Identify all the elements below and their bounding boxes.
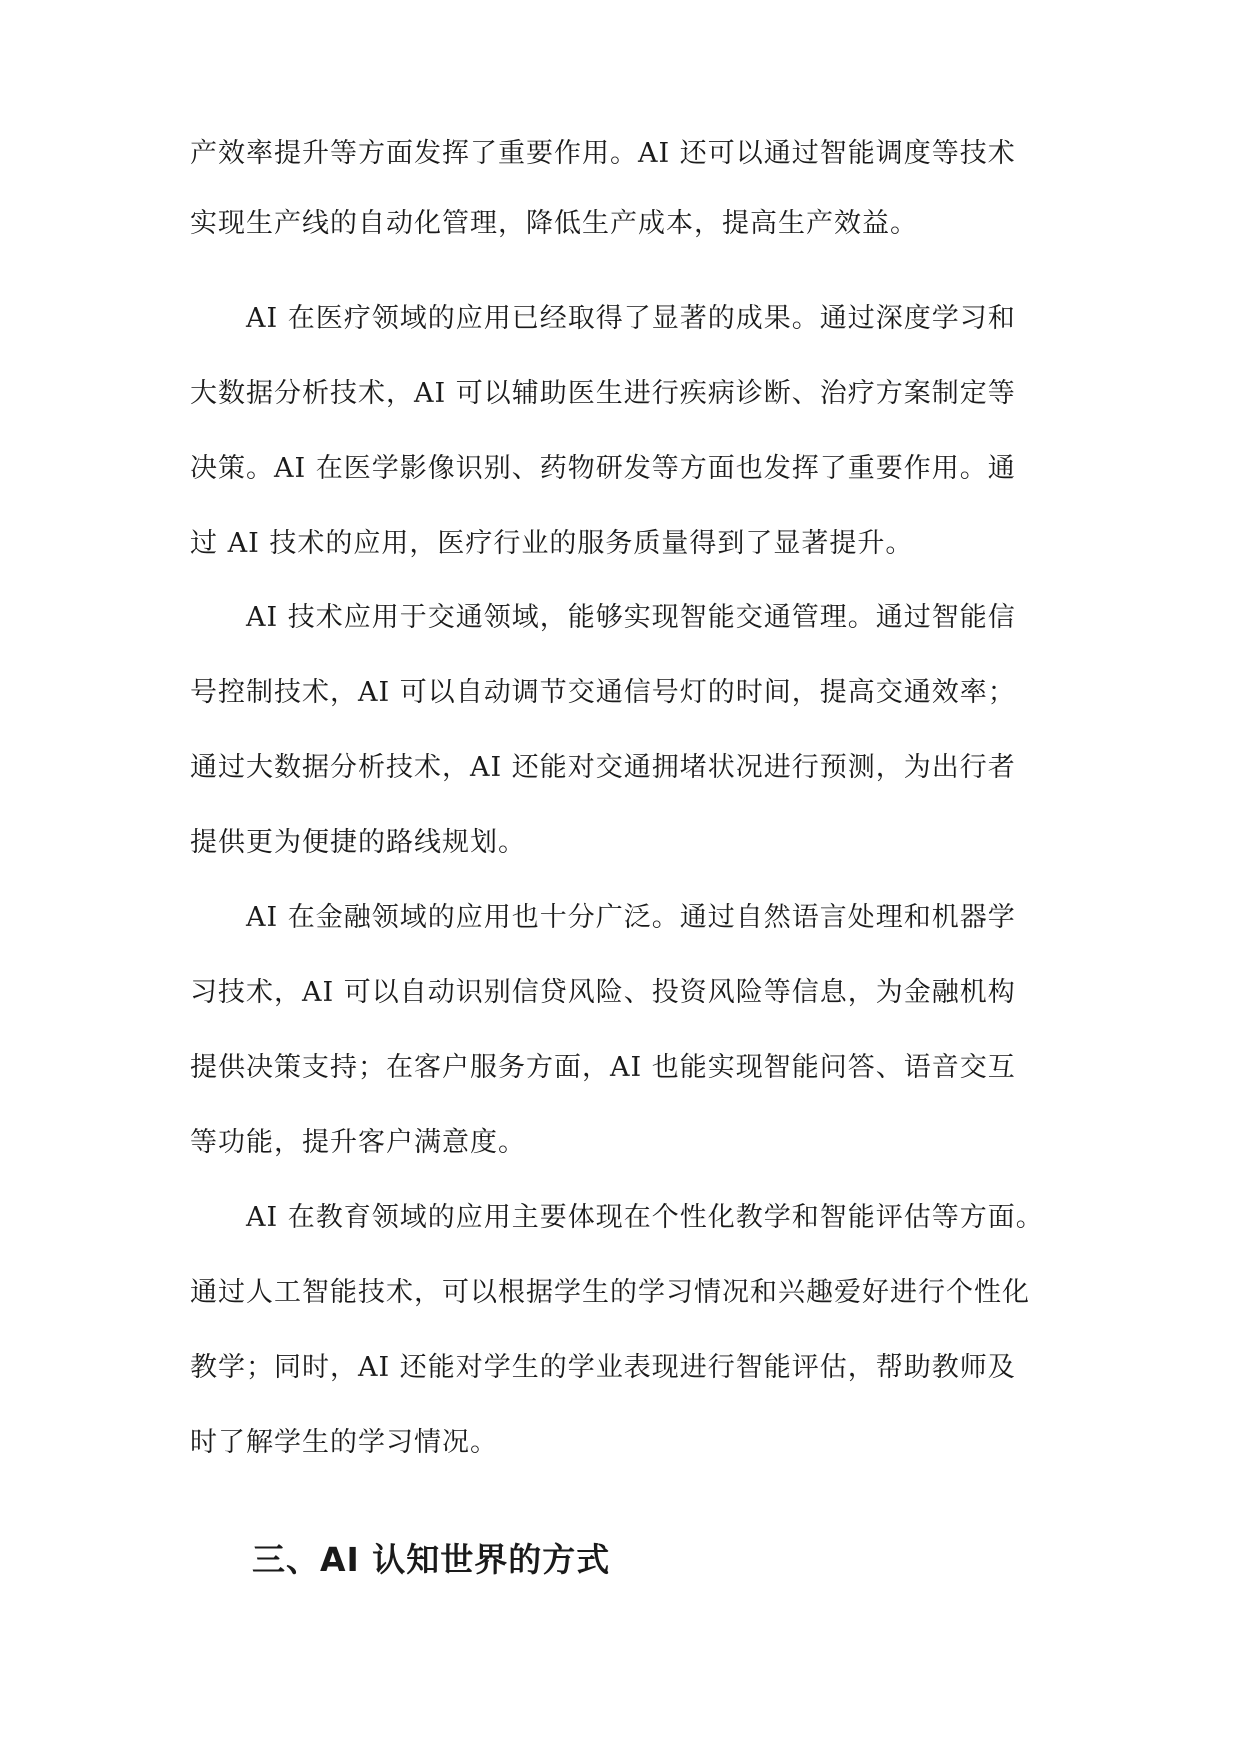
text-line: 通过大数据分析技术，AI 还能对交通拥堵状况进行预测，为出行者 [190,752,1016,783]
text-line: 产效率提升等方面发挥了重要作用。AI 还可以通过智能调度等技术 [190,138,1016,169]
text-line: 时了解学生的学习情况。 [190,1427,498,1458]
text-line: 提供决策支持；在客户服务方面，AI 也能实现智能问答、语音交互 [190,1052,1016,1083]
text-line: 决策。AI 在医学影像识别、药物研发等方面也发挥了重要作用。通 [190,453,1016,484]
text-line: 习技术，AI 可以自动识别信贷风险、投资风险等信息，为金融机构 [190,977,1016,1008]
paragraph-first-line: AI 在教育领域的应用主要体现在个性化教学和智能评估等方面。 [246,1202,1044,1233]
text-line: 通过人工智能技术，可以根据学生的学习情况和兴趣爱好进行个性化 [190,1277,1030,1308]
text-line: 号控制技术，AI 可以自动调节交通信号灯的时间，提高交通效率； [190,677,1016,708]
text-line: 大数据分析技术，AI 可以辅助医生进行疾病诊断、治疗方案制定等 [190,378,1016,409]
section-heading: 三、AI 认知世界的方式 [252,1540,611,1579]
paragraph-first-line: AI 技术应用于交通领域，能够实现智能交通管理。通过智能信 [246,602,1016,633]
paragraph-first-line: AI 在医疗领域的应用已经取得了显著的成果。通过深度学习和 [246,303,1016,334]
text-line: 等功能，提升客户满意度。 [190,1127,526,1158]
text-line: 提供更为便捷的路线规划。 [190,827,526,858]
text-line: 过 AI 技术的应用，医疗行业的服务质量得到了显著提升。 [190,528,914,559]
text-line: 实现生产线的自动化管理，降低生产成本，提高生产效益。 [190,208,918,239]
text-line: 教学；同时，AI 还能对学生的学业表现进行智能评估，帮助教师及 [190,1352,1016,1383]
paragraph-first-line: AI 在金融领域的应用也十分广泛。通过自然语言处理和机器学 [246,902,1016,933]
